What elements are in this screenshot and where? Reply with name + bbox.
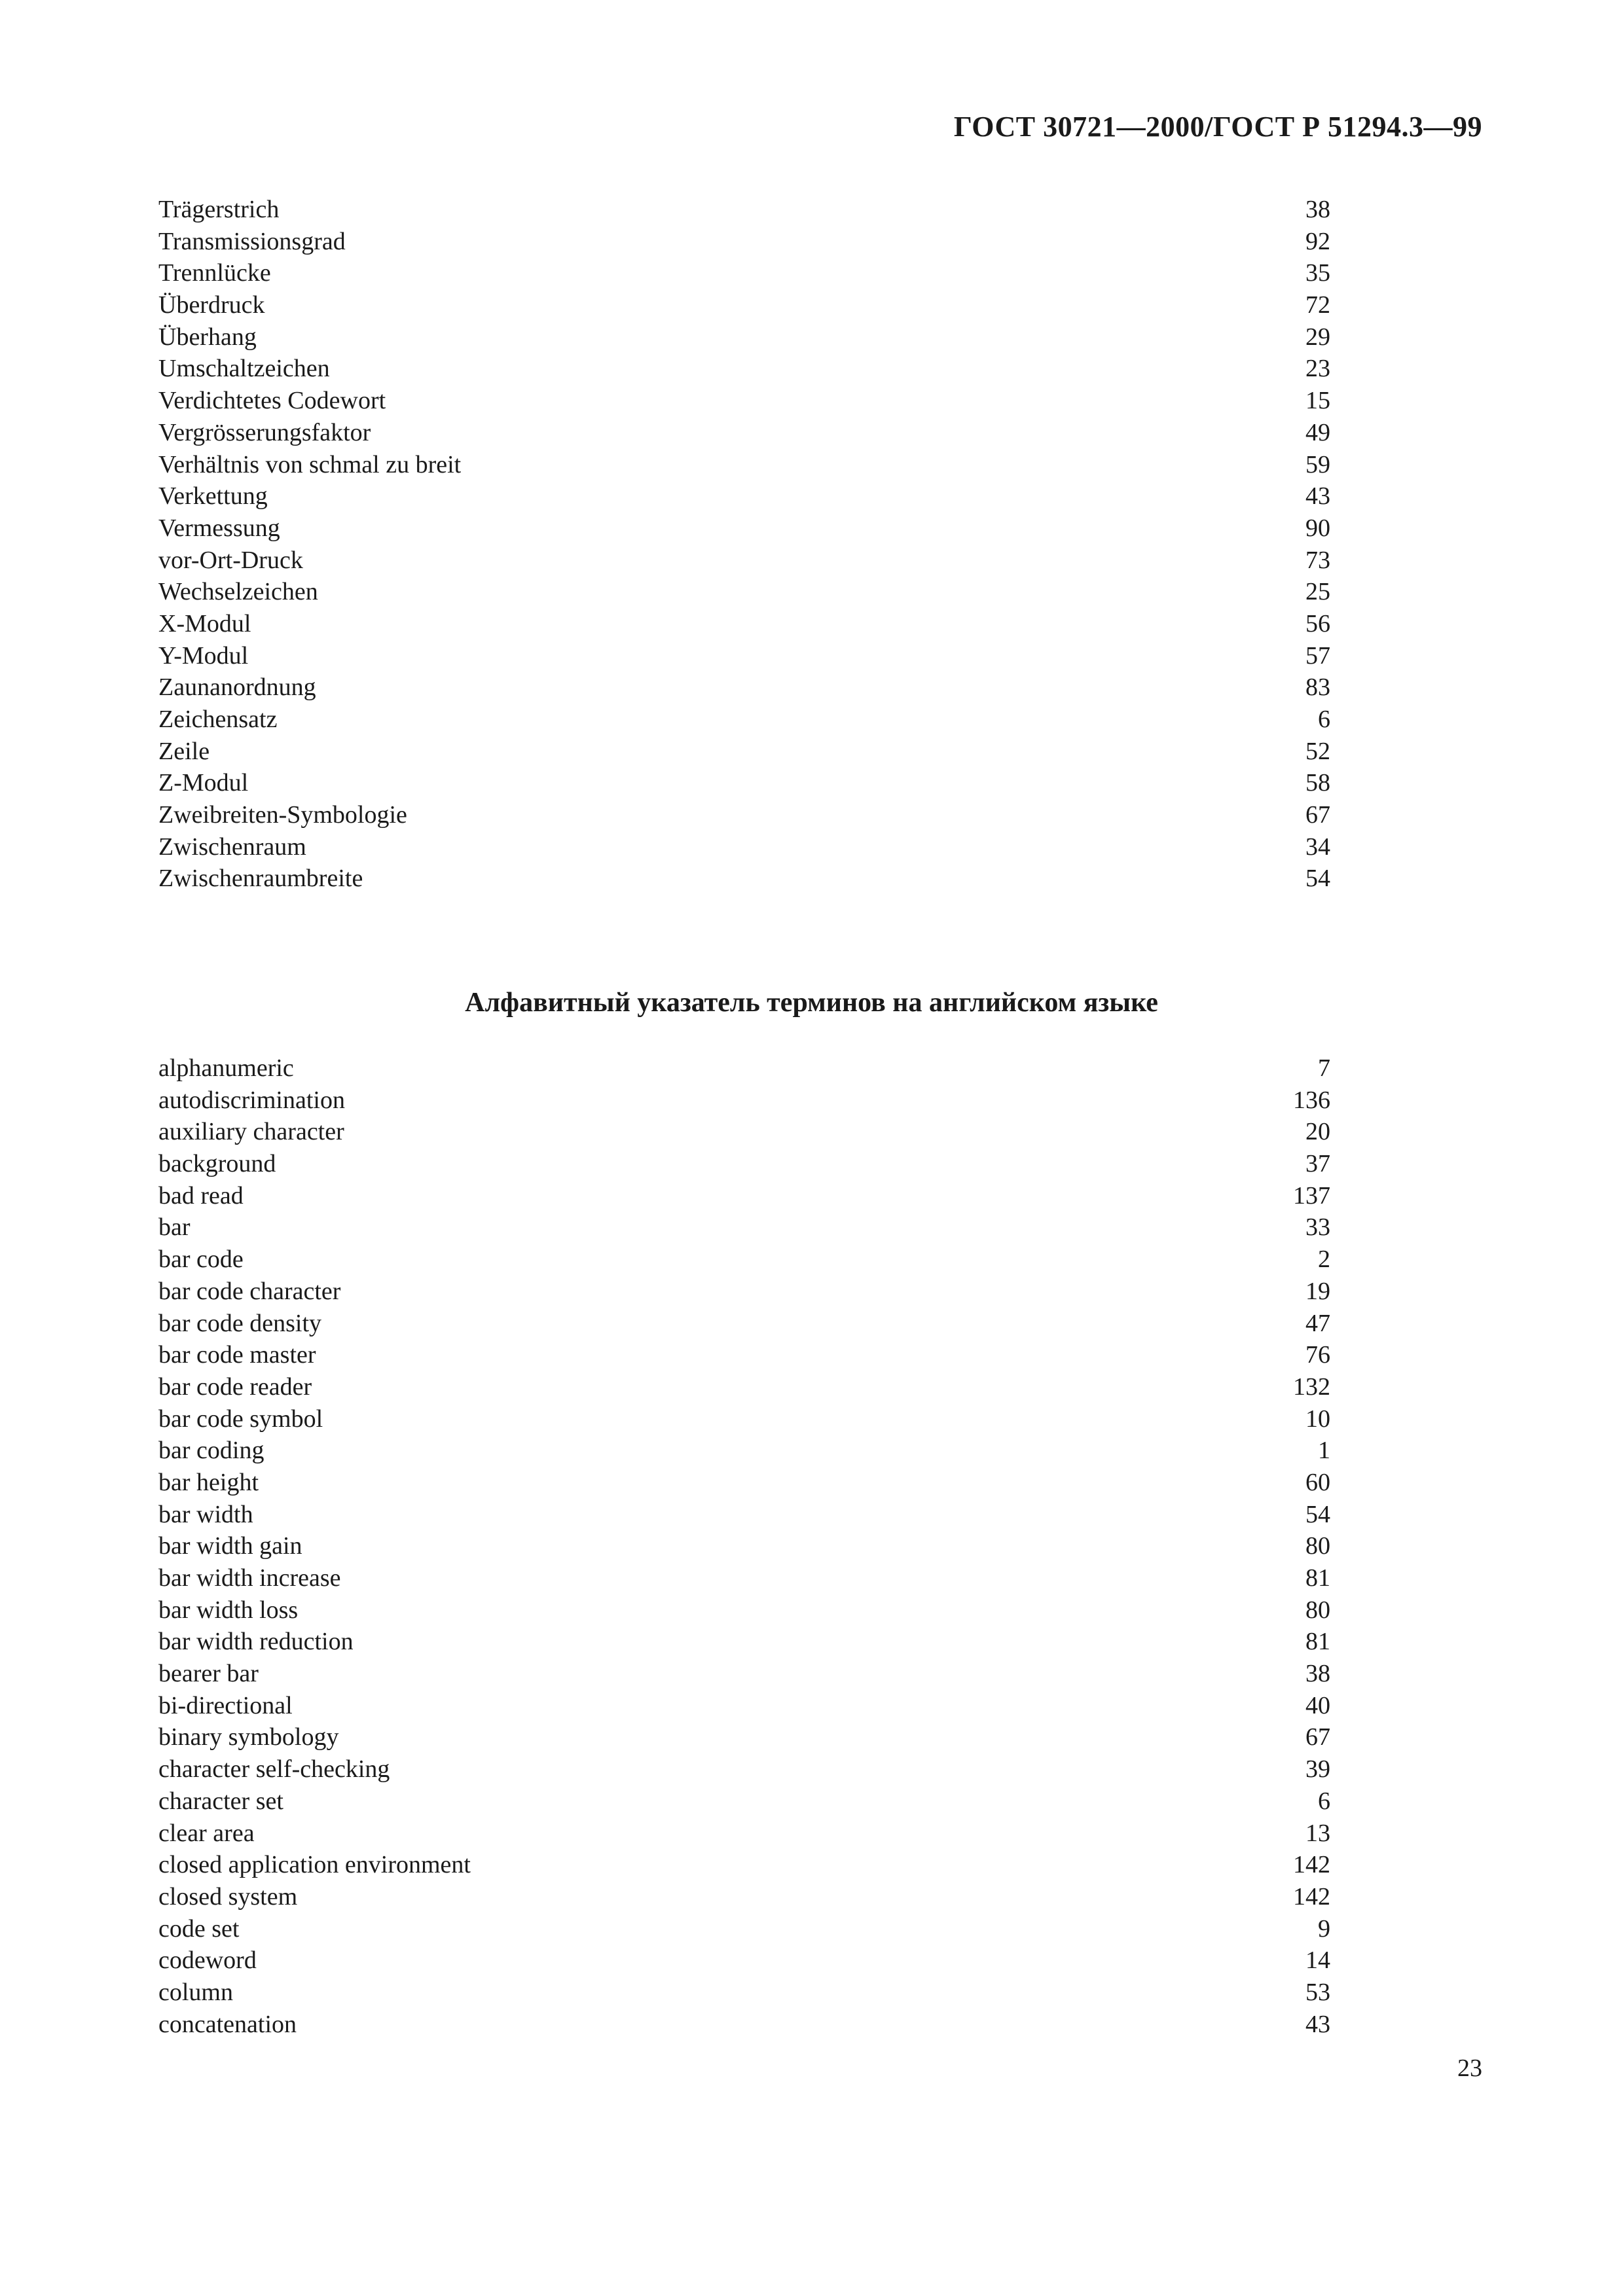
index-entry [158,1435,1330,1467]
german-term-index [158,194,1330,895]
index-term: closed system [158,1882,298,1910]
index-term: Trennlücke [158,259,271,287]
term-number: 35 [1305,259,1330,287]
index-term: auxiliary character [158,1118,344,1146]
term-number: 49 [1305,418,1330,446]
index-entry [158,512,1330,545]
term-number: 25 [1305,578,1330,606]
index-term: Vergrösserungsfaktor [158,418,371,446]
index-term: Transmissionsgrad [158,227,346,255]
index-term: closed application environment [158,1851,471,1879]
index-entry [158,1211,1330,1244]
term-number: 137 [1293,1181,1330,1210]
term-number: 81 [1305,1628,1330,1656]
term-number: 38 [1305,196,1330,223]
term-number: 15 [1305,387,1330,415]
document-header: ГОСТ 30721—2000/ГОСТ Р 51294.3—99 [953,111,1482,143]
index-entry [158,704,1330,736]
index-entry [158,1244,1330,1276]
index-entry [158,1658,1330,1690]
term-number: 80 [1305,1532,1330,1560]
term-number: 29 [1305,323,1330,351]
index-entry [158,608,1330,640]
index-entry [158,226,1330,258]
index-term: Zwischenraum [158,833,306,861]
index-term: Zeichensatz [158,706,278,733]
index-term: bar width gain [158,1532,302,1560]
index-entry [158,1339,1330,1371]
term-number: 10 [1305,1405,1330,1433]
term-number: 9 [1318,1914,1330,1943]
index-term: character self-checking [158,1755,390,1784]
index-term: binary symbology [158,1723,339,1751]
index-term: concatenation [158,2010,297,2038]
index-term: bar code density [158,1309,322,1337]
index-term: bar code symbol [158,1405,323,1433]
index-entry [158,1308,1330,1340]
page-number: 23 [1457,2054,1482,2082]
index-term: bar code [158,1246,244,1274]
term-number: 33 [1305,1213,1330,1242]
index-entry [158,863,1330,895]
index-entry [158,1690,1330,1722]
index-term: column [158,1978,233,2006]
index-term: Y-Modul [158,641,249,670]
index-term: character set [158,1787,283,1815]
index-term: bar width increase [158,1564,341,1592]
index-entry [158,1626,1330,1658]
index-term: bar code reader [158,1372,312,1401]
index-entry [158,736,1330,768]
term-number: 37 [1305,1150,1330,1178]
index-entry [158,1052,1330,1085]
index-entry [158,1721,1330,1753]
index-term: bar [158,1213,191,1242]
term-number: 76 [1305,1341,1330,1369]
term-number: 142 [1293,1851,1330,1879]
index-entry [158,1148,1330,1180]
index-entry [158,1785,1330,1818]
index-entry [158,1116,1330,1148]
index-term: Wechselzeichen [158,578,318,606]
index-term: Überdruck [158,291,265,319]
term-number: 59 [1305,450,1330,478]
term-number: 54 [1305,1500,1330,1528]
index-entry [158,321,1330,353]
term-number: 6 [1318,706,1330,733]
index-term: bar width reduction [158,1628,354,1656]
index-term: Zeile [158,737,210,765]
index-term: X-Modul [158,609,251,637]
term-number: 1 [1318,1437,1330,1465]
term-number: 142 [1293,1882,1330,1910]
index-entry [158,1945,1330,1977]
index-term: Z-Modul [158,769,249,797]
index-term: alphanumeric [158,1054,294,1082]
index-entry [158,449,1330,481]
term-number: 83 [1305,673,1330,702]
index-term: codeword [158,1946,257,1975]
index-term: code set [158,1914,240,1943]
index-entry [158,1818,1330,1850]
term-number: 92 [1305,227,1330,255]
index-entry [158,1913,1330,1945]
index-term: bearer bar [158,1660,259,1688]
index-term: bar code master [158,1341,316,1369]
english-term-index [158,1052,1330,2040]
index-term: Verdichtetes Codewort [158,387,386,415]
index-entry [158,545,1330,577]
term-number: 47 [1305,1309,1330,1337]
term-number: 53 [1305,1978,1330,2006]
term-number: 54 [1305,865,1330,893]
term-number: 23 [1305,355,1330,383]
index-term: bar width [158,1500,253,1528]
index-term: bad read [158,1181,244,1210]
index-term: Umschaltzeichen [158,355,330,383]
index-entry [158,799,1330,831]
index-entry [158,1562,1330,1594]
index-entry [158,831,1330,863]
index-entry [158,1977,1330,2009]
index-entry [158,289,1330,321]
index-entry [158,1276,1330,1308]
term-number: 81 [1305,1564,1330,1592]
index-entry [158,257,1330,289]
index-entry [158,385,1330,417]
term-number: 43 [1305,482,1330,511]
term-number: 90 [1305,514,1330,542]
index-term: Trägerstrich [158,196,280,223]
index-entry [158,194,1330,226]
index-entry [158,1371,1330,1403]
index-entry [158,1881,1330,1913]
index-term: Verhältnis von schmal zu breit [158,450,462,478]
term-number: 136 [1293,1086,1330,1114]
term-number: 57 [1305,641,1330,670]
index-term: vor-Ort-Druck [158,546,303,574]
term-number: 56 [1305,609,1330,637]
index-term: bar width loss [158,1596,299,1624]
term-number: 7 [1318,1054,1330,1082]
index-term: Zwischenraumbreite [158,865,363,893]
term-number: 67 [1305,801,1330,829]
index-term: bi-directional [158,1691,293,1719]
term-number: 73 [1305,546,1330,574]
index-term: bar coding [158,1437,264,1465]
term-number: 132 [1293,1372,1330,1401]
index-entry [158,1467,1330,1499]
index-term: Zaunanordnung [158,673,316,702]
term-number: 2 [1318,1246,1330,1274]
term-number: 80 [1305,1596,1330,1624]
term-number: 60 [1305,1468,1330,1496]
index-entry [158,767,1330,799]
english-index-heading: Алфавитный указатель терминов на английском языке [465,988,1158,1018]
term-number: 43 [1305,2010,1330,2038]
index-entry [158,1849,1330,1881]
index-term: Überhang [158,323,257,351]
term-number: 13 [1305,1819,1330,1847]
term-number: 20 [1305,1118,1330,1146]
index-entry [158,480,1330,512]
term-number: 72 [1305,291,1330,319]
index-entry [158,1180,1330,1212]
index-term: clear area [158,1819,255,1847]
index-term: Vermessung [158,514,280,542]
index-entry [158,640,1330,672]
index-term: Zweibreiten-Symbologie [158,801,407,829]
index-entry [158,672,1330,704]
index-entry [158,353,1330,385]
term-number: 38 [1305,1660,1330,1688]
index-term: background [158,1150,276,1178]
index-entry [158,1753,1330,1785]
index-term: Verkettung [158,482,268,511]
index-entry [158,576,1330,608]
term-number: 40 [1305,1691,1330,1719]
index-entry [158,1530,1330,1562]
index-term: bar height [158,1468,259,1496]
term-number: 52 [1305,737,1330,765]
term-number: 34 [1305,833,1330,861]
term-number: 6 [1318,1787,1330,1815]
term-number: 58 [1305,769,1330,797]
index-entry [158,2009,1330,2041]
term-number: 14 [1305,1946,1330,1975]
index-entry [158,1403,1330,1435]
index-entry [158,1594,1330,1626]
term-number: 19 [1305,1277,1330,1305]
index-term: bar code character [158,1277,341,1305]
index-entry [158,417,1330,449]
index-entry [158,1085,1330,1117]
index-term: autodiscrimination [158,1086,345,1114]
term-number: 67 [1305,1723,1330,1751]
term-number: 39 [1305,1755,1330,1784]
index-entry [158,1499,1330,1531]
